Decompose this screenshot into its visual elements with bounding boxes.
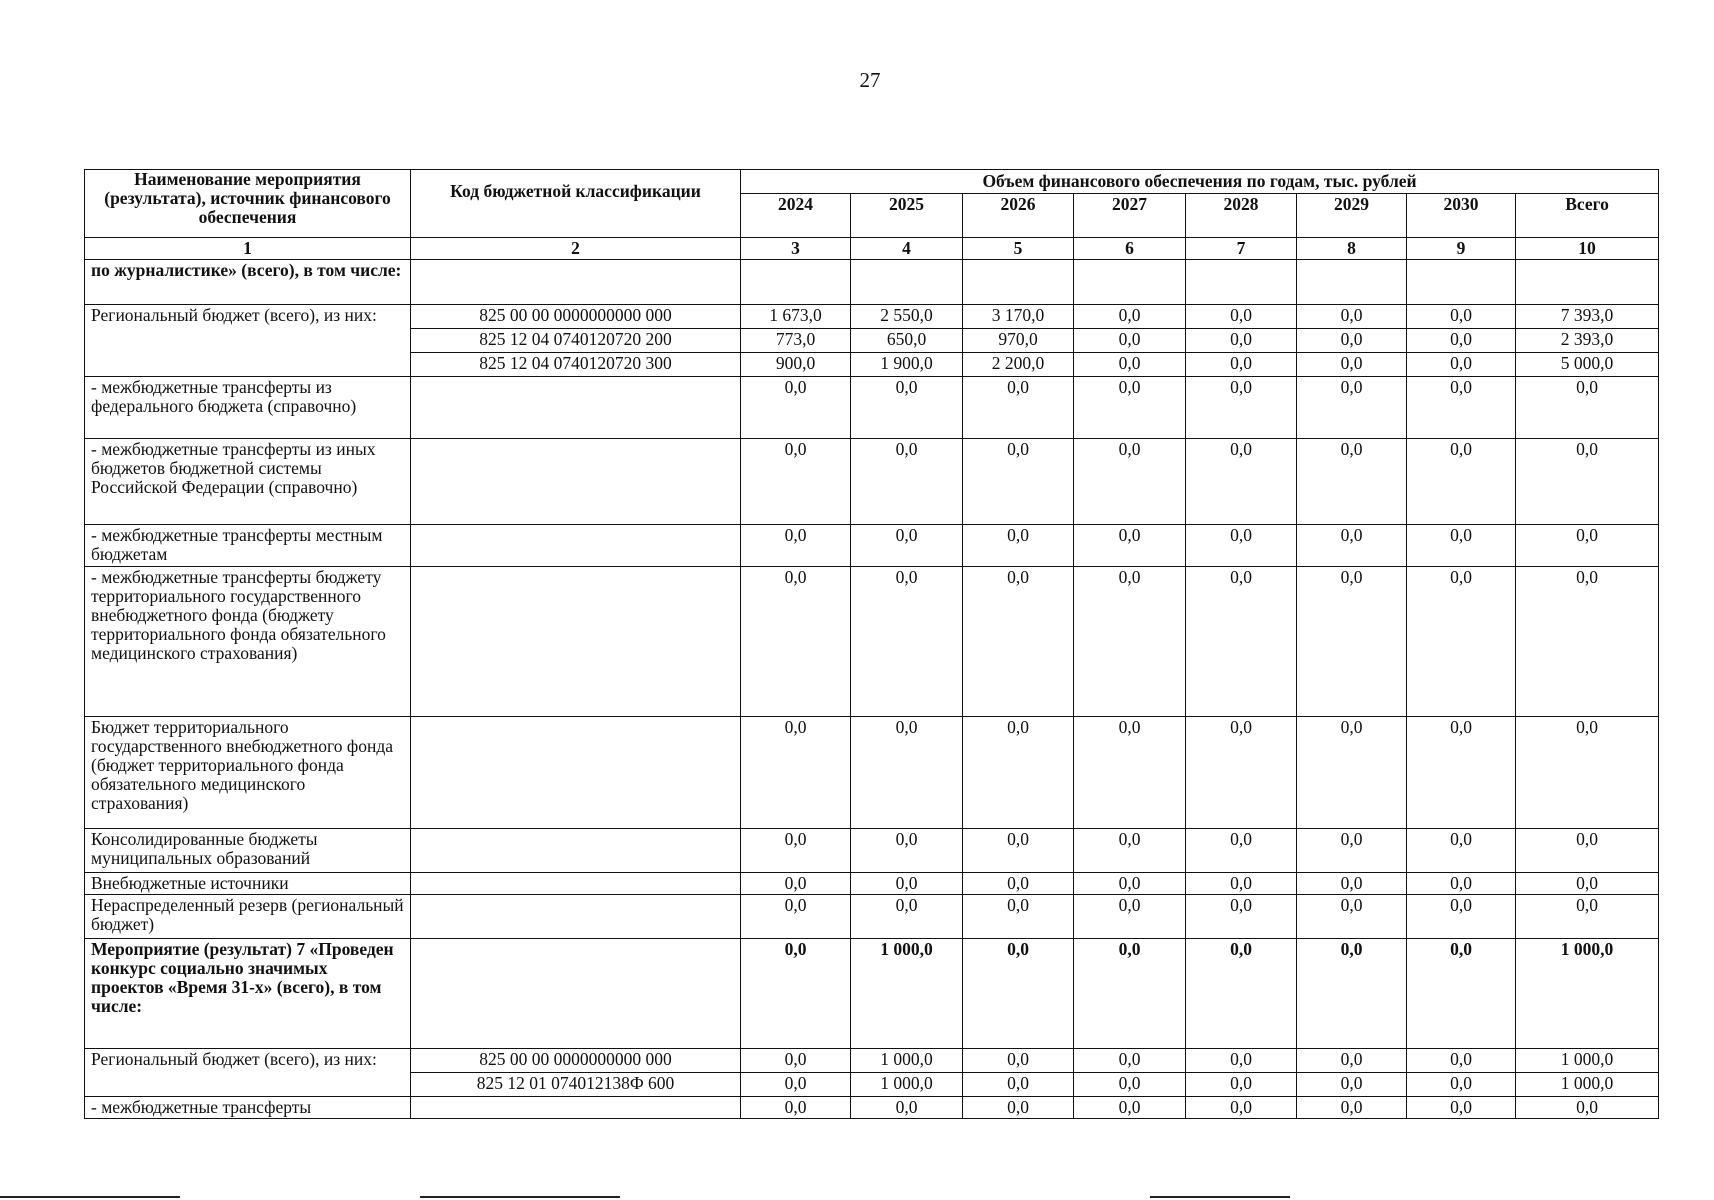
row-year-value: 0,0 — [1074, 939, 1186, 1049]
column-number: 6 — [1074, 238, 1186, 260]
row-year-value: 0,0 — [1407, 525, 1516, 567]
row-year-value: 0,0 — [1186, 1049, 1297, 1073]
row-year-value: 0,0 — [1186, 939, 1297, 1049]
table-row — [85, 717, 1659, 829]
row-year-value: 0,0 — [1074, 829, 1186, 873]
row-year-value — [1407, 260, 1516, 305]
row-year-value: 0,0 — [851, 829, 963, 873]
row-year-value: 0,0 — [1074, 305, 1186, 329]
row-year-value: 0,0 — [851, 525, 963, 567]
row-total-value: 0,0 — [1516, 717, 1659, 829]
page-number: 27 — [859, 68, 881, 92]
budget-table — [84, 169, 1659, 1119]
row-year-value: 0,0 — [1407, 717, 1516, 829]
row-year-value: 0,0 — [1074, 377, 1186, 439]
row-year-value: 0,0 — [1074, 895, 1186, 939]
row-year-value: 0,0 — [741, 439, 851, 525]
column-number: 3 — [741, 238, 851, 260]
row-year-value: 0,0 — [963, 439, 1074, 525]
table-row — [85, 377, 1659, 439]
row-year-value: 0,0 — [963, 939, 1074, 1049]
row-total-value: 0,0 — [1516, 873, 1659, 895]
row-year-value: 0,0 — [1186, 873, 1297, 895]
row-name: Бюджет территориального государственного внебюджетного фонда (бюджет территориального фонда обязательного медицинского страхования) — [85, 717, 411, 829]
row-year-value: 0,0 — [1407, 939, 1516, 1049]
header-volume-group: Объем финансового обеспечения по годам, тыс. рублей — [741, 170, 1659, 194]
row-year-value: 0,0 — [1297, 717, 1407, 829]
row-year-value: 0,0 — [1297, 873, 1407, 895]
row-year-value: 2 550,0 — [851, 305, 963, 329]
column-number: 2 — [411, 238, 741, 260]
row-year-value: 0,0 — [1186, 829, 1297, 873]
row-year-value: 0,0 — [1074, 353, 1186, 377]
row-total-value: 1 000,0 — [1516, 1073, 1659, 1097]
row-year-value: 0,0 — [741, 873, 851, 895]
row-total-value: 0,0 — [1516, 377, 1659, 439]
row-year-value: 0,0 — [1407, 305, 1516, 329]
row-code — [411, 260, 741, 305]
row-total-value: 0,0 — [1516, 439, 1659, 525]
header-code-col: Код бюджетной классификации — [411, 170, 741, 238]
header-name-col: Наименование мероприятия (результата), источник финансового обеспечения — [85, 170, 411, 238]
row-total-value: 0,0 — [1516, 1097, 1659, 1119]
row-year-value: 0,0 — [1186, 1073, 1297, 1097]
column-number: 9 — [1407, 238, 1516, 260]
row-year-value: 1 000,0 — [851, 1073, 963, 1097]
row-year-value: 0,0 — [1407, 873, 1516, 895]
row-code — [411, 717, 741, 829]
row-name: Региональный бюджет (всего), из них: — [85, 305, 411, 377]
row-year-value — [1074, 260, 1186, 305]
row-code — [411, 567, 741, 717]
row-year-value: 650,0 — [851, 329, 963, 353]
row-total-value: 0,0 — [1516, 829, 1659, 873]
row-year-value: 0,0 — [851, 439, 963, 525]
row-name: Региональный бюджет (всего), из них: — [85, 1049, 411, 1097]
table-row — [85, 873, 1659, 895]
row-year-value: 900,0 — [741, 353, 851, 377]
row-year-value: 0,0 — [1297, 377, 1407, 439]
table-row — [85, 939, 1659, 1049]
row-year-value: 970,0 — [963, 329, 1074, 353]
row-code — [411, 1097, 741, 1119]
row-name: Консолидированные бюджеты муниципальных образований — [85, 829, 411, 873]
row-year-value: 0,0 — [1074, 1049, 1186, 1073]
row-year-value: 0,0 — [1297, 353, 1407, 377]
row-year-value — [741, 260, 851, 305]
row-year-value: 0,0 — [963, 525, 1074, 567]
row-year-value: 0,0 — [1407, 1049, 1516, 1073]
row-year-value: 0,0 — [963, 1073, 1074, 1097]
row-year-value: 0,0 — [963, 829, 1074, 873]
row-year-value: 0,0 — [1407, 377, 1516, 439]
row-year-value: 1 000,0 — [851, 1049, 963, 1073]
column-number: 10 — [1516, 238, 1659, 260]
row-year-value: 0,0 — [741, 567, 851, 717]
header-year: 2024 — [741, 194, 851, 238]
column-number: 7 — [1186, 238, 1297, 260]
row-total-value: 7 393,0 — [1516, 305, 1659, 329]
row-code: 825 00 00 0000000000 000 — [411, 1049, 741, 1073]
table-row — [85, 305, 1659, 329]
row-year-value: 0,0 — [1186, 353, 1297, 377]
row-year-value: 0,0 — [741, 829, 851, 873]
row-year-value: 0,0 — [851, 377, 963, 439]
row-code — [411, 873, 741, 895]
column-number: 1 — [85, 238, 411, 260]
row-year-value: 0,0 — [741, 1097, 851, 1119]
row-year-value: 2 200,0 — [963, 353, 1074, 377]
row-year-value: 0,0 — [1297, 1049, 1407, 1073]
table-row — [85, 260, 1659, 305]
table-row — [85, 1097, 1659, 1119]
row-total-value — [1516, 260, 1659, 305]
row-total-value: 0,0 — [1516, 525, 1659, 567]
row-code — [411, 895, 741, 939]
row-total-value: 0,0 — [1516, 895, 1659, 939]
row-year-value — [1186, 260, 1297, 305]
row-year-value: 0,0 — [1297, 567, 1407, 717]
row-year-value: 0,0 — [1074, 329, 1186, 353]
column-number: 4 — [851, 238, 963, 260]
row-year-value: 0,0 — [1407, 829, 1516, 873]
header-row-numbers — [85, 238, 1659, 260]
row-total-value: 1 000,0 — [1516, 1049, 1659, 1073]
row-year-value: 0,0 — [851, 567, 963, 717]
row-year-value — [851, 260, 963, 305]
row-year-value: 0,0 — [1407, 329, 1516, 353]
row-year-value: 0,0 — [741, 1073, 851, 1097]
row-year-value: 0,0 — [741, 377, 851, 439]
row-year-value: 0,0 — [1407, 1097, 1516, 1119]
row-code — [411, 377, 741, 439]
row-name: - межбюджетные трансферты — [85, 1097, 411, 1119]
header-year: 2030 — [1407, 194, 1516, 238]
row-year-value: 0,0 — [741, 525, 851, 567]
header-total: Всего — [1516, 194, 1659, 238]
row-year-value — [1297, 260, 1407, 305]
row-total-value: 5 000,0 — [1516, 353, 1659, 377]
row-year-value: 0,0 — [963, 717, 1074, 829]
row-name: - межбюджетные трансферты местным бюджетам — [85, 525, 411, 567]
row-year-value: 0,0 — [963, 895, 1074, 939]
header-year: 2029 — [1297, 194, 1407, 238]
table-row — [85, 1049, 1659, 1073]
row-year-value: 0,0 — [1186, 525, 1297, 567]
table-row — [85, 829, 1659, 873]
row-year-value: 1 000,0 — [851, 939, 963, 1049]
row-year-value: 0,0 — [1074, 1073, 1186, 1097]
header-year: 2027 — [1074, 194, 1186, 238]
row-name: - межбюджетные трансферты из федерального бюджета (справочно) — [85, 377, 411, 439]
row-name: по журналистике» (всего), в том числе: — [85, 260, 411, 305]
row-year-value: 0,0 — [1186, 567, 1297, 717]
row-year-value: 0,0 — [1297, 1073, 1407, 1097]
row-code — [411, 439, 741, 525]
row-name: - межбюджетные трансферты из иных бюджетов бюджетной системы Российской Федерации (справочно) — [85, 439, 411, 525]
row-code: 825 00 00 0000000000 000 — [411, 305, 741, 329]
row-name: Нераспределенный резерв (региональный бюджет) — [85, 895, 411, 939]
row-name: - межбюджетные трансферты бюджету территориального государственного внебюджетного фонда (бюджету территориального фонда обязательного медицинского страхования) — [85, 567, 411, 717]
row-year-value: 0,0 — [1186, 1097, 1297, 1119]
row-total-value: 0,0 — [1516, 567, 1659, 717]
row-year-value: 0,0 — [1297, 439, 1407, 525]
row-year-value: 0,0 — [963, 873, 1074, 895]
row-year-value: 0,0 — [1407, 567, 1516, 717]
row-code: 825 12 04 0740120720 200 — [411, 329, 741, 353]
row-year-value: 0,0 — [741, 939, 851, 1049]
row-year-value: 0,0 — [1074, 1097, 1186, 1119]
row-year-value: 0,0 — [963, 567, 1074, 717]
row-year-value: 0,0 — [1186, 329, 1297, 353]
row-code — [411, 525, 741, 567]
row-year-value: 0,0 — [1074, 439, 1186, 525]
row-year-value: 0,0 — [1186, 305, 1297, 329]
row-year-value: 0,0 — [1407, 895, 1516, 939]
row-year-value: 0,0 — [1297, 329, 1407, 353]
row-year-value: 0,0 — [851, 895, 963, 939]
header-year: 2026 — [963, 194, 1074, 238]
row-year-value: 0,0 — [851, 717, 963, 829]
row-year-value: 0,0 — [741, 1049, 851, 1073]
row-total-value: 1 000,0 — [1516, 939, 1659, 1049]
header-year: 2028 — [1186, 194, 1297, 238]
row-year-value: 0,0 — [851, 1097, 963, 1119]
row-year-value: 0,0 — [963, 377, 1074, 439]
row-year-value: 0,0 — [1297, 525, 1407, 567]
row-year-value: 0,0 — [1297, 1097, 1407, 1119]
footer-rule — [0, 1196, 180, 1198]
row-year-value: 0,0 — [741, 895, 851, 939]
footer-rule — [420, 1196, 620, 1198]
row-code — [411, 829, 741, 873]
row-year-value: 0,0 — [1186, 439, 1297, 525]
table-row — [85, 439, 1659, 525]
row-year-value: 1 900,0 — [851, 353, 963, 377]
row-year-value: 0,0 — [1297, 895, 1407, 939]
row-year-value: 0,0 — [1297, 305, 1407, 329]
row-year-value: 0,0 — [1074, 717, 1186, 829]
row-year-value — [963, 260, 1074, 305]
row-year-value: 0,0 — [741, 717, 851, 829]
row-code: 825 12 01 074012138Ф 600 — [411, 1073, 741, 1097]
row-year-value: 0,0 — [1186, 717, 1297, 829]
row-year-value: 0,0 — [963, 1097, 1074, 1119]
column-number: 5 — [963, 238, 1074, 260]
row-name: Мероприятие (результат) 7 «Проведен конкурс социально значимых проектов «Время 31-х» (всего), в том числе: — [85, 939, 411, 1049]
row-year-value: 0,0 — [1407, 439, 1516, 525]
row-year-value: 0,0 — [1074, 525, 1186, 567]
row-year-value: 773,0 — [741, 329, 851, 353]
row-year-value: 0,0 — [1407, 353, 1516, 377]
row-year-value: 0,0 — [1186, 377, 1297, 439]
table-row — [85, 525, 1659, 567]
footer-rule — [1150, 1196, 1290, 1198]
row-year-value: 0,0 — [1074, 567, 1186, 717]
header-row-top — [85, 170, 1659, 194]
header-year: 2025 — [851, 194, 963, 238]
row-year-value: 0,0 — [1407, 1073, 1516, 1097]
column-number: 8 — [1297, 238, 1407, 260]
row-year-value: 1 673,0 — [741, 305, 851, 329]
row-year-value: 0,0 — [1297, 939, 1407, 1049]
row-total-value: 2 393,0 — [1516, 329, 1659, 353]
table-row — [85, 895, 1659, 939]
table-row — [85, 567, 1659, 717]
row-year-value: 0,0 — [963, 1049, 1074, 1073]
row-code: 825 12 04 0740120720 300 — [411, 353, 741, 377]
row-year-value: 0,0 — [1297, 829, 1407, 873]
row-year-value: 0,0 — [1074, 873, 1186, 895]
row-year-value: 0,0 — [1186, 895, 1297, 939]
row-year-value: 3 170,0 — [963, 305, 1074, 329]
row-name: Внебюджетные источники — [85, 873, 411, 895]
row-code — [411, 939, 741, 1049]
row-year-value: 0,0 — [851, 873, 963, 895]
